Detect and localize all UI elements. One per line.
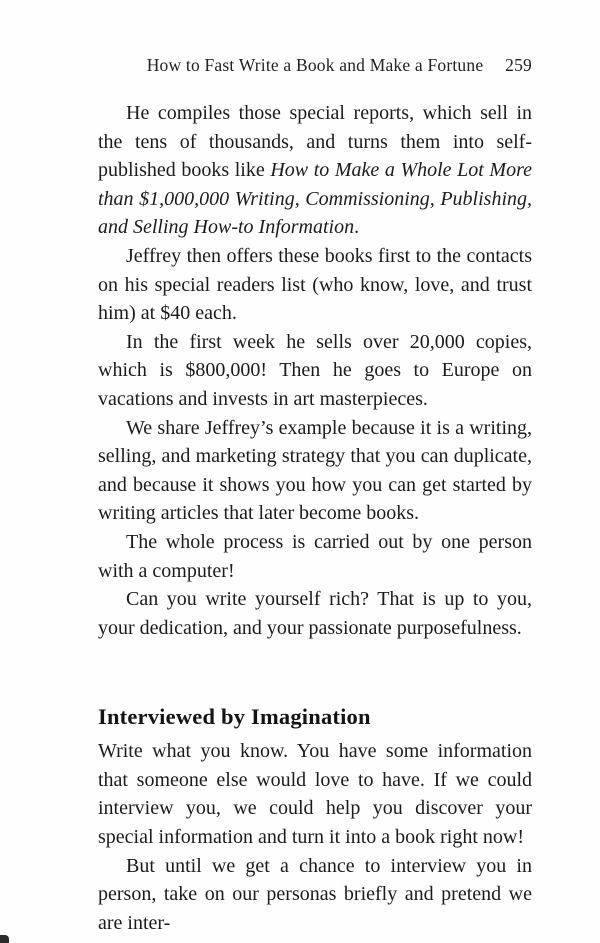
paragraph-2: Jeffrey then offers these books first to the contacts on his special readers list (who know, love, and trust him) at $40 each. xyxy=(98,244,532,325)
page-number: 259 xyxy=(505,55,532,75)
page-edge-smudge xyxy=(0,935,9,943)
section-heading: Interviewed by Imagination xyxy=(98,704,371,730)
body-text xyxy=(98,99,532,937)
section-paragraph-1: Write what you know. You have some information that someone else would love to have. If we could interview you, we could help you discover your special information and turn it into a book right now! xyxy=(98,740,532,849)
page-header xyxy=(98,54,532,76)
paragraph-4: We share Jeffrey’s example because it is a writing, selling, and marketing strategy that you can duplicate, and because it shows you how you can get started by writing articles that later become books. xyxy=(98,416,532,525)
paragraph-1 xyxy=(98,99,532,242)
book-title-italic: How to Make a Whole Lot More than $1,000,000 Writing, Commissioning, Publishing, and Selling How-to Information xyxy=(98,159,532,239)
paragraph-1-lead: He compiles those special reports, which sell in the tens of thousands, and turns them into self-published books like xyxy=(98,102,532,182)
paragraph-1-tail: . xyxy=(354,216,360,239)
paragraph-5: The whole process is carried out by one person with a computer! xyxy=(98,530,532,582)
paragraph-3: In the first week he sells over 20,000 copies, which is $800,000! Then he goes to Europe on vacations and invests in art masterpieces. xyxy=(98,330,532,410)
paragraph-6: Can you write yourself rich? That is up to you, your dedication, and your passionate purposefulness. xyxy=(98,588,532,639)
running-title: How to Fast Write a Book and Make a Fortune xyxy=(146,55,484,75)
section-paragraph-2: But until we get a chance to interview you in person, take on our personas briefly and pretend we are inter- xyxy=(98,854,532,934)
